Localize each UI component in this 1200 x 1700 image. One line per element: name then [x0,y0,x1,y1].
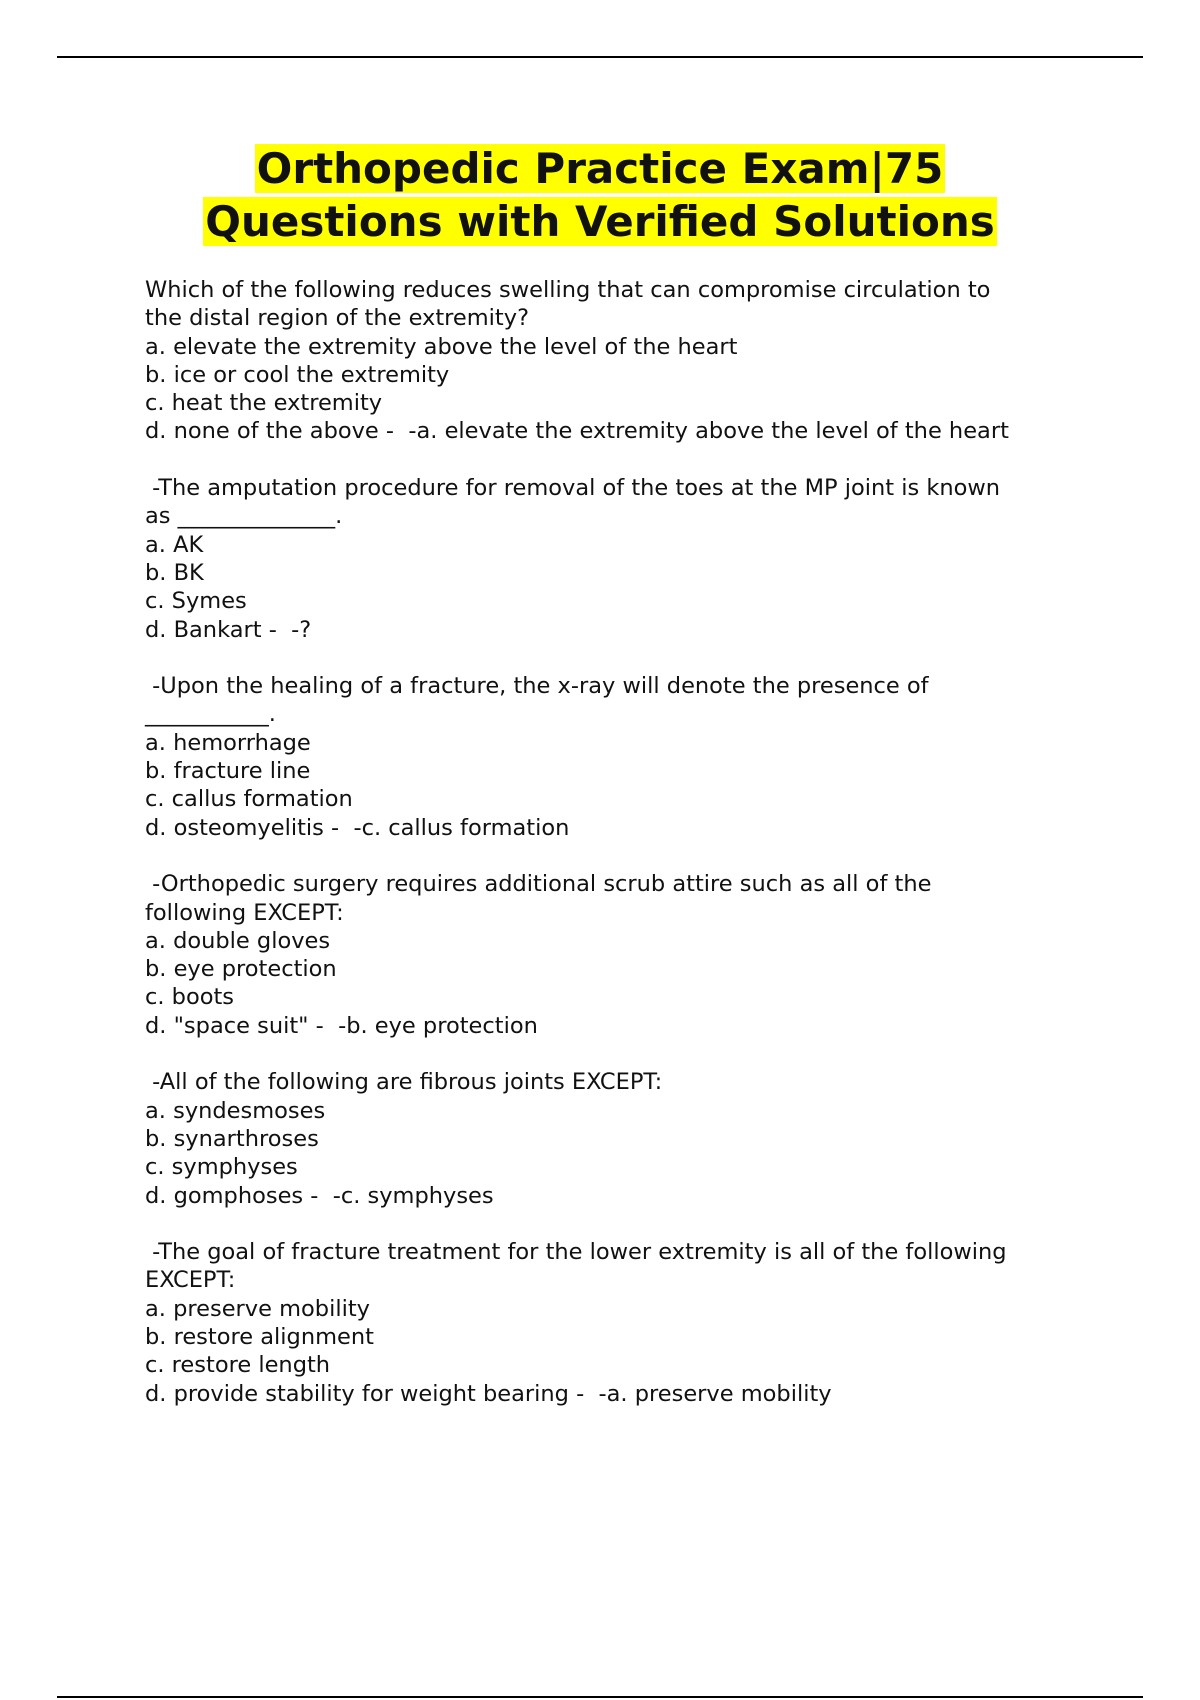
answer-option: a. hemorrhage [145,729,311,756]
answer-option: d. "space suit" - -b. eye protection [145,1012,538,1039]
header-rule [57,56,1143,58]
answer-option: b. restore alignment [145,1323,374,1350]
answer-option: c. callus formation [145,786,353,813]
question-stem-line: Which of the following reduces swelling that can compromise circulation to [145,277,991,303]
question-block [145,870,1085,1040]
answer-option: b. eye protection [145,956,337,983]
answer-option: a. elevate the extremity above the level of the heart [145,333,738,360]
question-stem-line: -The goal of fracture treatment for the lower extremity is all of the following [145,1239,1007,1266]
question-stem-line: -The amputation procedure for removal of the toes at the MP joint is known [145,475,1001,502]
title-line-2: Questions with Verified Solutions [205,197,995,246]
title-line-1: Orthopedic Practice Exam|75 [256,144,944,193]
footer-rule [57,1696,1143,1698]
question-stem-line: -All of the following are fibrous joints EXCEPT: [145,1069,663,1096]
question-stem-line: following EXCEPT: [145,899,344,926]
answer-option: a. AK [145,531,204,558]
answer-option: d. provide stability for weight bearing - -a. preserve mobility [145,1380,832,1407]
answer-option: d. osteomyelitis - -c. callus formation [145,814,570,841]
question-stem-line: the distal region of the extremity? [145,305,530,332]
answer-option: c. Symes [145,588,247,615]
question-stem-line: as ______________. [145,503,343,530]
answer-option: b. fracture line [145,758,311,785]
answer-option: c. symphyses [145,1154,298,1181]
question-block [145,1068,1085,1209]
question-stem-line: EXCEPT: [145,1267,236,1294]
question-block [145,474,1085,644]
answer-option: c. heat the extremity [145,390,383,417]
answer-option: a. preserve mobility [145,1295,370,1322]
question-block [145,672,1085,842]
question-stem-line: -Upon the healing of a fracture, the x-ray will denote the presence of [145,673,929,700]
answer-option: a. double gloves [145,927,331,954]
answer-option: c. boots [145,984,235,1011]
question-list [145,276,1085,1436]
answer-option: b. synarthroses [145,1125,319,1152]
document-title [60,142,1140,248]
answer-option: d. Bankart - -? [145,616,312,643]
answer-option: b. ice or cool the extremity [145,361,450,388]
question-stem-line: -Orthopedic surgery requires additional scrub attire such as all of the [145,871,932,898]
answer-option: c. restore length [145,1352,331,1379]
answer-option: d. none of the above - -a. elevate the extremity above the level of the heart [145,418,1009,445]
question-stem-line: ___________. [145,701,276,728]
question-block [145,276,1085,446]
answer-option: b. BK [145,559,204,586]
answer-option: d. gomphoses - -c. symphyses [145,1182,494,1209]
question-block [145,1238,1085,1408]
answer-option: a. syndesmoses [145,1097,326,1124]
